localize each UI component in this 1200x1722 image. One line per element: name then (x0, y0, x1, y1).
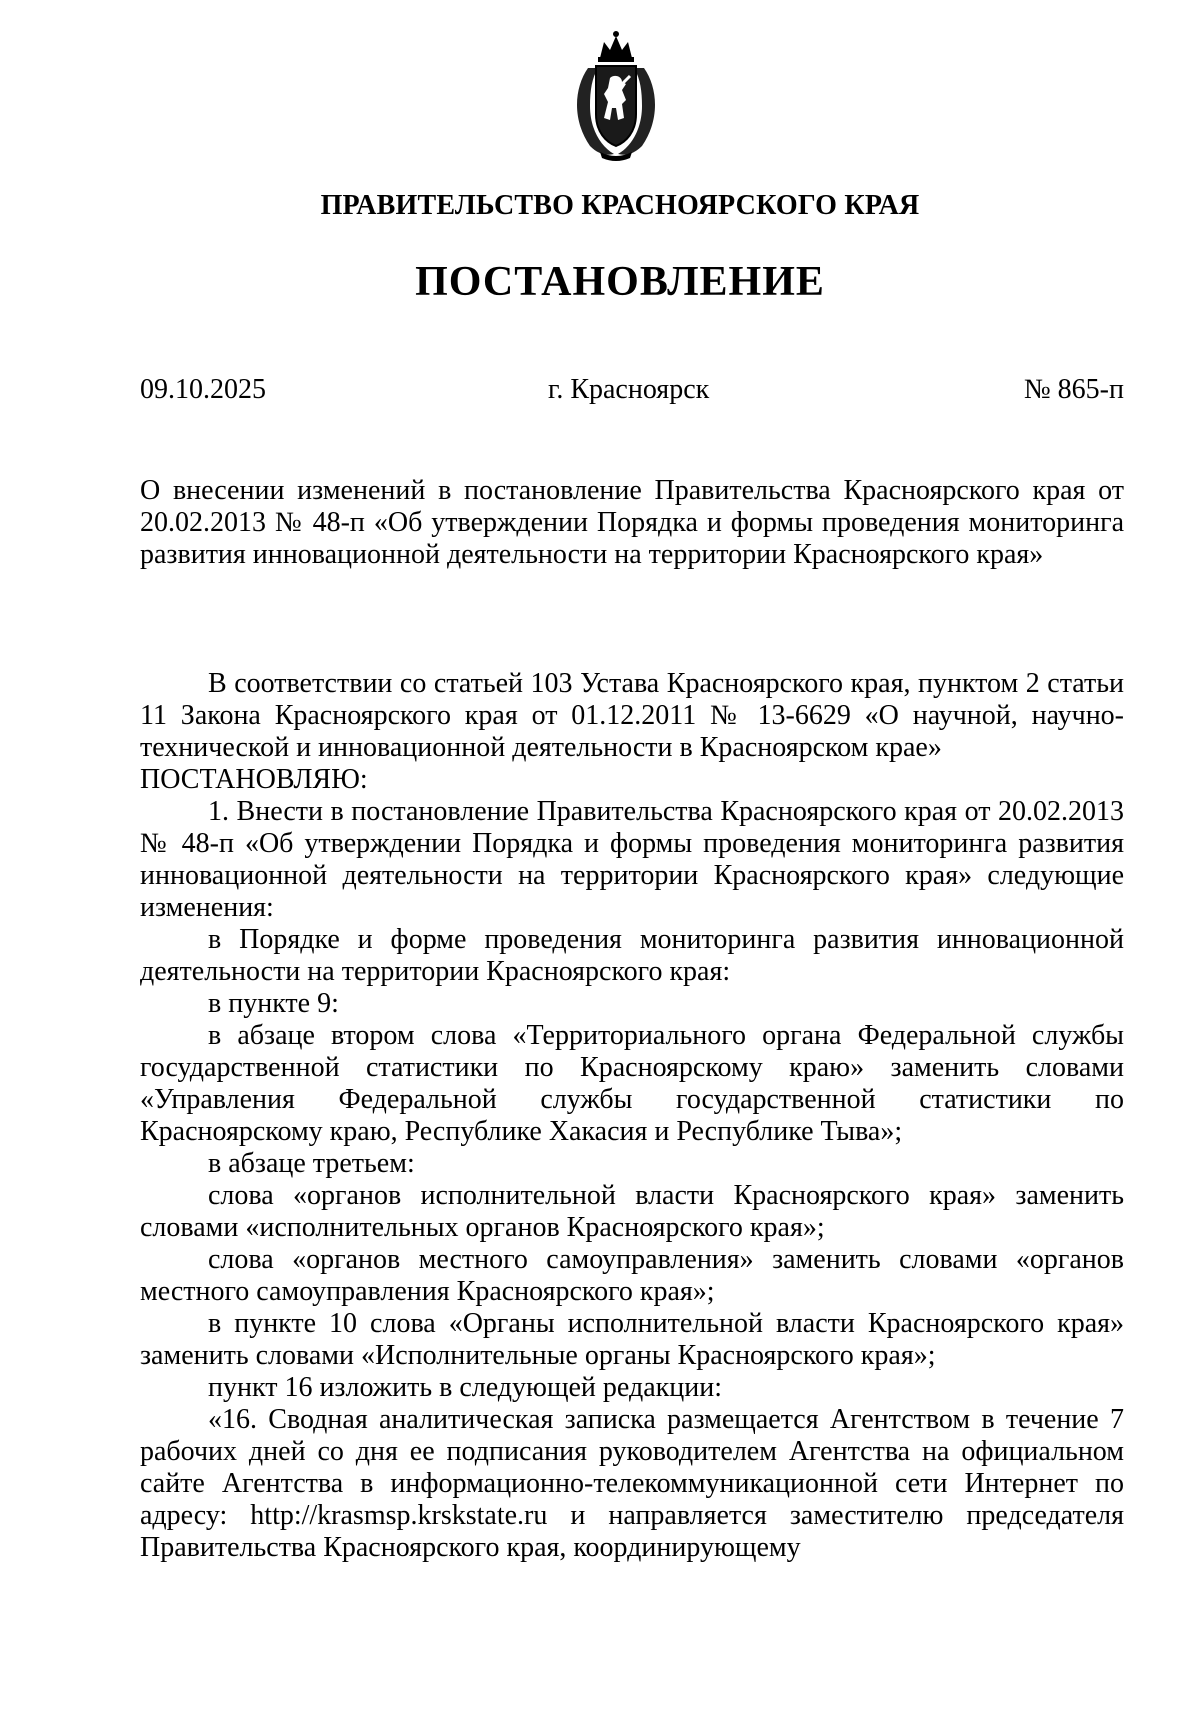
paragraph: в абзаце втором слова «Территориального органа Федеральной службы государственной статистики по Красноярскому краю» заменить словами «Управления Федеральной службы государственной статистики по Красноярскому краю, Республике Хакасия и Республике Тыва»; (140, 1020, 1124, 1147)
paragraph: в пункте 9: (208, 988, 339, 1019)
paragraph: в пункте 10 слова «Органы исполнительной власти Красноярского края» заменить словами «Исполнительные органы Красноярского края»; (140, 1308, 1124, 1371)
paragraph-decree: ПОСТАНОВЛЯЮ: (140, 764, 368, 795)
paragraph: слова «органов местного самоуправления» заменить словами «органов местного самоуправления Красноярского края»; (140, 1244, 1124, 1307)
paragraph-item-16: «16. Сводная аналитическая записка размещается Агентством в течение 7 рабочих дней со дня ее подписания руководителем Агентства на официальном сайте Агентства в информационно-телекоммуникационной сети Интернет по адресу: http://krasmsp.krskstate.ru и направляется заместителю председателя Правительства Красноярского края, координирующему (140, 1404, 1124, 1563)
document-date: 09.10.2025 (140, 374, 266, 405)
paragraph: пункт 16 изложить в следующей редакции: (208, 1372, 722, 1403)
paragraph: в абзаце третьем: (208, 1148, 415, 1179)
organization-name: ПРАВИТЕЛЬСТВО КРАСНОЯРСКОГО КРАЯ (320, 190, 920, 221)
paragraph-item-1: 1. Внести в постановление Правительства Красноярского края от 20.02.2013 № 48-п «Об утверждении Порядка и формы проведения мониторинга развития инновационной деятельности на территории Красноярского края» следующие изменения: (140, 796, 1124, 923)
document-type: ПОСТАНОВЛЕНИЕ (415, 259, 825, 305)
document-title: О внесении изменений в постановление Правительства Красноярского края от 20.02.2013 № 48-п «Об утверждении Порядка и формы проведения мониторинга развития инновационной деятельности на территории Красноярского края» (140, 475, 1124, 570)
paragraph: слова «органов исполнительной власти Красноярского края» заменить словами «исполнительных органов Красноярского края»; (140, 1180, 1124, 1243)
paragraph-legal-basis: В соответствии со статьей 103 Устава Красноярского края, пунктом 2 статьи 11 Закона Красноярского края от 01.12.2011 № 13-6629 «О научной, научно-технической и инновационной деятельности в Красноярском крае» (140, 668, 1124, 763)
coat-of-arms-krasnoyarsk-icon (570, 28, 662, 162)
document-number: № 865-п (1023, 374, 1124, 405)
paragraph: в Порядке и форме проведения мониторинга развития инновационной деятельности на территории Красноярского края: (140, 924, 1124, 987)
document-city: г. Красноярск (548, 374, 710, 405)
document-body (140, 668, 1124, 1564)
